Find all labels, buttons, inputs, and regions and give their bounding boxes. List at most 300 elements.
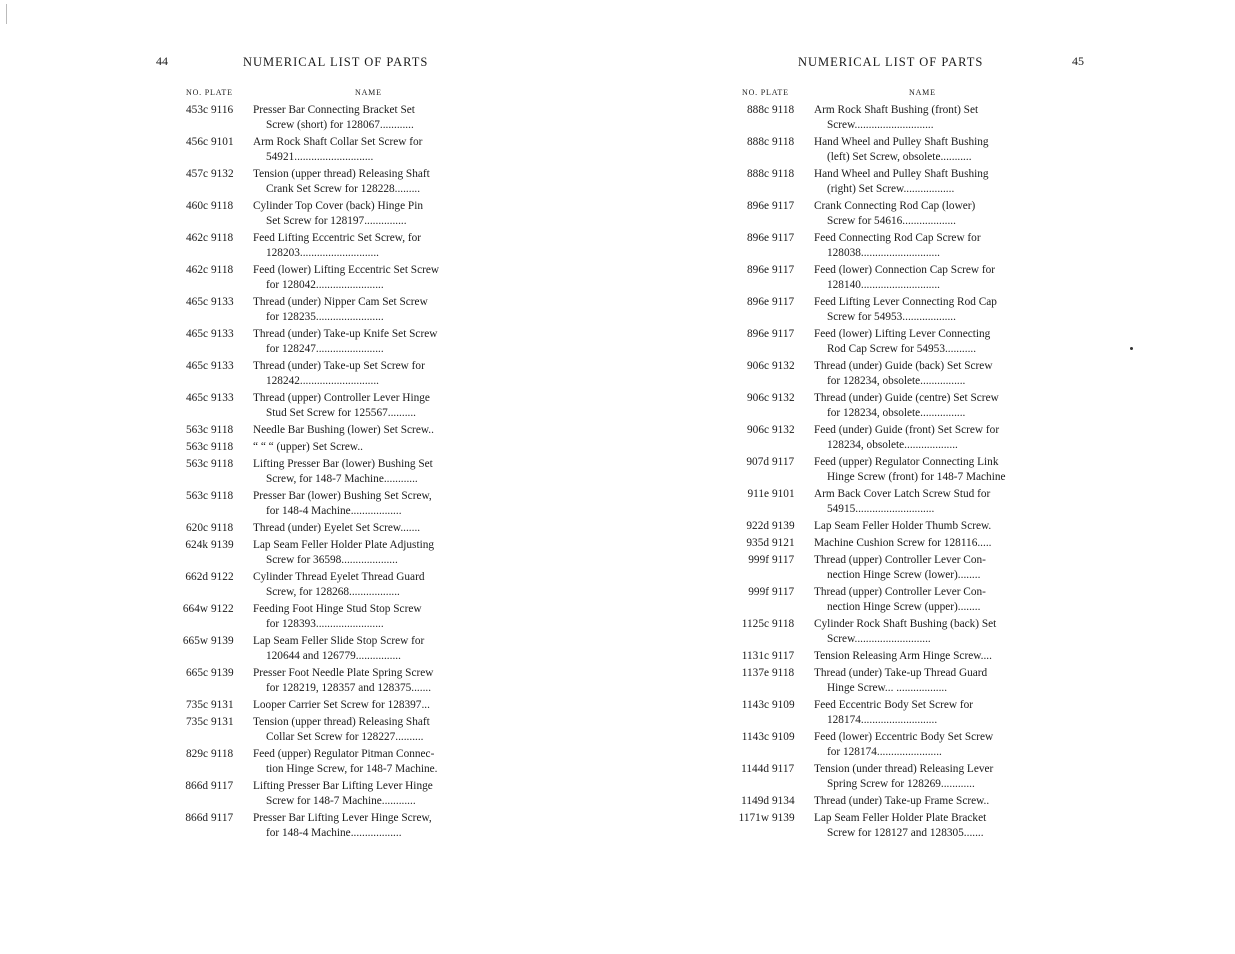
list-item (174, 666, 494, 696)
part-name-line1: Thread (under) Guide (centre) Set Screw (814, 392, 999, 404)
part-name-line1: Needle Bar Bushing (lower) Set Screw.. (253, 424, 434, 436)
list-item (735, 666, 1006, 696)
list-item (735, 327, 1006, 357)
plate-number: 9118 (211, 232, 234, 244)
plate-number: 9122 (211, 571, 234, 583)
part-name-line1: Arm Rock Shaft Bushing (front) Set (814, 104, 979, 116)
part-name (253, 715, 494, 745)
part-name (814, 730, 1006, 760)
plate-number: 9122 (211, 603, 234, 615)
part-name-line1: Presser Foot Needle Plate Spring Screw (253, 667, 434, 679)
plate-number: 9109 (772, 699, 795, 711)
part-name-line1: Lap Seam Feller Holder Thumb Screw. (814, 520, 992, 532)
part-name-line2: Screw (short) for 128067............ (266, 119, 414, 131)
part-name (814, 666, 1006, 696)
part-name (814, 585, 1006, 615)
part-name-line2: Crank Set Screw for 128228......... (266, 183, 421, 195)
list-item (735, 698, 1006, 728)
part-number: 664w (182, 603, 208, 615)
part-name-line1: Lifting Presser Bar Lifting Lever Hinge (253, 780, 433, 792)
list-item (174, 570, 494, 600)
plate-number: 9118 (211, 490, 234, 502)
part-name-line2: for 128247........................ (266, 343, 384, 355)
list-item (735, 167, 1006, 197)
part-name-line2: for 128174....................... (827, 746, 942, 758)
part-name (814, 263, 1006, 293)
list-item (174, 327, 494, 357)
part-name (253, 295, 494, 325)
part-number: 735c (186, 699, 208, 711)
part-name-line1: Feed Lifting Eccentric Set Screw, for (253, 232, 422, 244)
list-item (735, 231, 1006, 261)
plate-number: 9117 (772, 763, 795, 775)
part-name-line2: Screw for 36598.................... (266, 554, 398, 566)
part-name-line2: for 148-4 Machine.................. (266, 505, 402, 517)
plate-number: 9116 (211, 104, 234, 116)
page-number: 45 (1072, 54, 1084, 68)
part-name (814, 135, 1006, 165)
list-item (735, 263, 1006, 293)
part-name (253, 135, 494, 165)
part-name (253, 698, 494, 713)
part-number: 665c (186, 667, 208, 679)
part-name-line1: Feed (upper) Regulator Pitman Connec- (253, 748, 435, 760)
part-number: 735c (186, 716, 208, 728)
list-item (735, 762, 1006, 792)
part-number: 896e (747, 264, 769, 276)
part-number: 888c (747, 168, 769, 180)
part-number: 935d (746, 537, 769, 549)
part-name (814, 103, 1006, 133)
plate-number: 9134 (772, 795, 795, 807)
part-name-line2: Set Screw for 128197............... (266, 215, 407, 227)
part-number: 563c (186, 458, 208, 470)
part-name (814, 811, 1006, 841)
part-name (253, 666, 494, 696)
part-number: 465c (186, 296, 208, 308)
part-name-line2: 128038............................ (827, 247, 940, 259)
part-name (253, 359, 494, 389)
plate-number: 9118 (211, 264, 234, 276)
list-item (174, 811, 494, 841)
plate-number: 9139 (772, 520, 795, 532)
list-item (174, 440, 494, 455)
plate-number: 9131 (211, 716, 234, 728)
part-number: 999f (748, 586, 769, 598)
part-name (814, 167, 1006, 197)
part-name-line1: Presser Bar Lifting Lever Hinge Screw, (253, 812, 432, 824)
part-name-line2: Screw for 148-7 Machine............ (266, 795, 416, 807)
list-item (174, 199, 494, 229)
part-name (814, 359, 1006, 389)
part-name-line1: Thread (under) Take-up Set Screw for (253, 360, 425, 372)
part-name-line1: Feed Lifting Lever Connecting Rod Cap (814, 296, 997, 308)
list-item (735, 519, 1006, 534)
part-name-line2: nection Hinge Screw (lower)........ (827, 569, 981, 581)
list-item (174, 747, 494, 777)
part-name-line2: 128234, obsolete................... (827, 439, 958, 451)
part-name (253, 489, 494, 519)
list-item (735, 295, 1006, 325)
part-number: 460c (186, 200, 208, 212)
part-name (814, 487, 1006, 517)
part-name-line2: for 148-4 Machine.................. (266, 827, 402, 839)
part-name-line1: Hand Wheel and Pulley Shaft Bushing (814, 168, 989, 180)
plate-number: 9118 (772, 168, 795, 180)
part-name-line1: Feeding Foot Hinge Stud Stop Screw (253, 603, 422, 615)
list-item (174, 538, 494, 568)
part-name (814, 327, 1006, 357)
plate-number: 9101 (772, 488, 795, 500)
part-number: 829c (186, 748, 208, 760)
part-name (253, 570, 494, 600)
part-name-line1: “ “ “ (upper) Set Screw.. (253, 441, 363, 453)
part-name-line1: Thread (under) Take-up Knife Set Screw (253, 328, 438, 340)
part-name (253, 634, 494, 664)
list-item (174, 295, 494, 325)
list-item (735, 617, 1006, 647)
part-name (253, 811, 494, 841)
part-name (253, 521, 494, 536)
plate-number: 9133 (211, 296, 234, 308)
plate-number: 9117 (772, 232, 795, 244)
part-name-line2: for 128393........................ (266, 618, 384, 630)
list-item (174, 359, 494, 389)
part-name-line2: Screw, for 128268.................. (266, 586, 400, 598)
list-item (174, 423, 494, 438)
part-name-line1: Tension (under thread) Releasing Lever (814, 763, 994, 775)
part-name-line2: Stud Set Screw for 125567.......... (266, 407, 416, 419)
part-name-line2: 128203............................ (266, 247, 379, 259)
part-name-line1: Tension (upper thread) Releasing Shaft (253, 716, 430, 728)
parts-list (735, 103, 1006, 843)
part-name-line1: Cylinder Rock Shaft Bushing (back) Set (814, 618, 997, 630)
part-name (253, 440, 494, 455)
list-item (735, 135, 1006, 165)
part-name-line1: Cylinder Thread Eyelet Thread Guard (253, 571, 425, 583)
part-name-line1: Feed (lower) Lifting Eccentric Set Screw (253, 264, 440, 276)
part-name-line1: Arm Rock Shaft Collar Set Screw for (253, 136, 423, 148)
part-name-line2: Hinge Screw... .................. (827, 682, 948, 694)
part-name-line1: Lap Seam Feller Slide Stop Screw for (253, 635, 425, 647)
part-name-line2: 128174........................... (827, 714, 938, 726)
plate-number: 9118 (211, 522, 234, 534)
plate-number: 9117 (211, 812, 234, 824)
part-name (814, 295, 1006, 325)
part-name-line1: Thread (under) Take-up Thread Guard (814, 667, 988, 679)
list-item (174, 167, 494, 197)
part-name-line2: Screw for 54616................... (827, 215, 956, 227)
part-number: 620c (186, 522, 208, 534)
page-title: NUMERICAL LIST OF PARTS (243, 55, 429, 69)
part-name (253, 199, 494, 229)
part-name-line1: Feed (lower) Eccentric Body Set Screw (814, 731, 994, 743)
part-number: 907d (746, 456, 769, 468)
part-name-line1: Presser Bar Connecting Bracket Set (253, 104, 415, 116)
list-item (174, 103, 494, 133)
part-name-line1: Lap Seam Feller Holder Plate Bracket (814, 812, 987, 824)
plate-number: 9131 (211, 699, 234, 711)
list-item (174, 263, 494, 293)
plate-number: 9101 (211, 136, 234, 148)
parts-list (174, 103, 494, 843)
part-name-line1: Lifting Presser Bar (lower) Bushing Set (253, 458, 433, 470)
plate-number: 9109 (772, 731, 795, 743)
part-name (814, 649, 1006, 664)
part-number: 563c (186, 424, 208, 436)
plate-number: 9132 (772, 360, 795, 372)
left-page (0, 0, 617, 954)
part-name-line2: Screw for 54953................... (827, 311, 956, 323)
part-name-line2: (left) Set Screw, obsolete........... (827, 151, 972, 163)
part-name (253, 423, 494, 438)
page-title: NUMERICAL LIST OF PARTS (798, 55, 984, 69)
part-name-line1: Thread (under) Eyelet Set Screw....... (253, 522, 421, 534)
list-item (735, 391, 1006, 421)
part-name-line1: Thread (upper) Controller Lever Hinge (253, 392, 430, 404)
part-number: 1131c (741, 650, 769, 662)
part-name-line2: 128140............................ (827, 279, 940, 291)
part-name (253, 167, 494, 197)
list-item (735, 730, 1006, 760)
part-name (814, 231, 1006, 261)
list-item (174, 135, 494, 165)
plate-number: 9117 (772, 456, 795, 468)
part-number: 1137e (741, 667, 769, 679)
part-number: 866d (185, 780, 208, 792)
header-name: NAME (355, 88, 382, 97)
part-name-line1: Cylinder Top Cover (back) Hinge Pin (253, 200, 423, 212)
part-name-line1: Feed (lower) Connection Cap Screw for (814, 264, 996, 276)
plate-number: 9118 (211, 200, 234, 212)
list-item (174, 231, 494, 261)
part-name-line1: Feed (lower) Lifting Lever Connecting (814, 328, 991, 340)
list-item (174, 457, 494, 487)
plate-number: 9117 (772, 554, 795, 566)
list-item (174, 634, 494, 664)
plate-number: 9117 (211, 780, 234, 792)
part-name (253, 747, 494, 777)
plate-number: 9118 (211, 458, 234, 470)
part-name-line1: Thread (under) Nipper Cam Set Screw (253, 296, 428, 308)
part-name-line2: Hinge Screw (front) for 148-7 Machine (827, 471, 1006, 483)
part-name (814, 199, 1006, 229)
part-name-line2: 54921............................ (266, 151, 374, 163)
part-name-line1: Tension (upper thread) Releasing Shaft (253, 168, 430, 180)
header-no-plate: NO. PLATE (186, 88, 233, 97)
plate-number: 9117 (772, 200, 795, 212)
part-number: 1144d (741, 763, 769, 775)
part-number: 456c (186, 136, 208, 148)
plate-number: 9118 (772, 136, 795, 148)
part-name-line1: Thread (upper) Controller Lever Con- (814, 586, 986, 598)
plate-number: 9121 (772, 537, 795, 549)
part-name (253, 779, 494, 809)
part-number: 453c (186, 104, 208, 116)
part-name-line1: Tension Releasing Arm Hinge Screw.... (814, 650, 992, 662)
part-name (814, 553, 1006, 583)
part-number: 624k (185, 539, 208, 551)
part-name-line2: Collar Set Screw for 128227.......... (266, 731, 424, 743)
plate-number: 9118 (772, 667, 795, 679)
plate-number: 9117 (772, 264, 795, 276)
part-number: 462c (186, 264, 208, 276)
part-number: 896e (747, 232, 769, 244)
part-name-line2: 128242............................ (266, 375, 379, 387)
plate-number: 9139 (211, 539, 234, 551)
part-name (814, 762, 1006, 792)
list-item (735, 553, 1006, 583)
plate-number: 9118 (772, 618, 795, 630)
part-number: 563c (186, 490, 208, 502)
plate-number: 9117 (772, 586, 795, 598)
part-name-line1: Feed (under) Guide (front) Set Screw for (814, 424, 1000, 436)
part-name-line1: Thread (under) Guide (back) Set Screw (814, 360, 993, 372)
plate-number: 9132 (772, 392, 795, 404)
part-name (253, 327, 494, 357)
part-name-line2: 120644 and 126779................ (266, 650, 401, 662)
list-item (174, 715, 494, 745)
list-item (174, 602, 494, 632)
plate-number: 9139 (211, 635, 234, 647)
part-name (814, 536, 1006, 551)
part-name (814, 698, 1006, 728)
plate-number: 9133 (211, 392, 234, 404)
part-name-line1: Feed (upper) Regulator Connecting Link (814, 456, 999, 468)
part-name-line2: Screw for 128127 and 128305....... (827, 827, 984, 839)
list-item (735, 199, 1006, 229)
list-item (735, 359, 1006, 389)
list-item (174, 391, 494, 421)
plate-number: 9133 (211, 360, 234, 372)
part-number: 866d (185, 812, 208, 824)
part-name-line1: Hand Wheel and Pulley Shaft Bushing (814, 136, 989, 148)
part-name (814, 423, 1006, 453)
part-number: 465c (186, 328, 208, 340)
part-name-line2: (right) Set Screw.................. (827, 183, 955, 195)
header-name: NAME (909, 88, 936, 97)
part-number: 1149d (741, 795, 769, 807)
part-name (814, 455, 1006, 485)
part-name (253, 263, 494, 293)
part-name (253, 457, 494, 487)
part-name-line2: for 128234, obsolete................ (827, 375, 966, 387)
list-item (735, 811, 1006, 841)
plate-number: 9133 (211, 328, 234, 340)
part-name (253, 602, 494, 632)
scan-speck (1130, 347, 1133, 350)
part-name (814, 391, 1006, 421)
header-no-plate: NO. PLATE (742, 88, 789, 97)
part-name-line1: Thread (upper) Controller Lever Con- (814, 554, 986, 566)
part-number: 1125c (741, 618, 769, 630)
part-name-line1: Thread (under) Take-up Frame Screw.. (814, 795, 990, 807)
plate-number: 9117 (772, 296, 795, 308)
plate-number: 9139 (211, 667, 234, 679)
part-name-line2: for 128234, obsolete................ (827, 407, 966, 419)
part-name-line1: Machine Cushion Screw for 128116..... (814, 537, 992, 549)
plate-number: 9139 (772, 812, 795, 824)
part-name-line1: Arm Back Cover Latch Screw Stud for (814, 488, 991, 500)
part-number: 922d (746, 520, 769, 532)
list-item (735, 103, 1006, 133)
part-number: 906c (747, 424, 769, 436)
plate-number: 9118 (211, 748, 234, 760)
part-name (814, 519, 1006, 534)
part-number: 888c (747, 104, 769, 116)
plate-number: 9118 (211, 424, 234, 436)
part-name (253, 538, 494, 568)
plate-number: 9132 (772, 424, 795, 436)
part-number: 999f (748, 554, 769, 566)
page-number: 44 (156, 54, 168, 68)
part-name-line1: Feed Connecting Rod Cap Screw for (814, 232, 981, 244)
part-name (253, 391, 494, 421)
list-item (735, 487, 1006, 517)
list-item (735, 455, 1006, 485)
part-name-line2: tion Hinge Screw, for 148-7 Machine. (266, 763, 438, 775)
part-name (253, 103, 494, 133)
part-number: 662d (185, 571, 208, 583)
part-name-line2: Screw........................... (827, 633, 931, 645)
part-number: 1143c (741, 699, 769, 711)
part-name-line1: Lap Seam Feller Holder Plate Adjusting (253, 539, 435, 551)
part-number: 457c (186, 168, 208, 180)
part-name-line2: for 128219, 128357 and 128375....... (266, 682, 432, 694)
plate-number: 9118 (211, 441, 234, 453)
part-number: 1143c (741, 731, 769, 743)
list-item (735, 536, 1006, 551)
part-name-line1: Looper Carrier Set Screw for 128397... (253, 699, 430, 711)
part-name-line2: Rod Cap Screw for 54953........... (827, 343, 977, 355)
part-number: 1171w (738, 812, 769, 824)
list-item (735, 585, 1006, 615)
part-number: 462c (186, 232, 208, 244)
part-name (814, 794, 1006, 809)
part-name-line2: for 128042........................ (266, 279, 384, 291)
list-item (174, 489, 494, 519)
list-item (174, 521, 494, 536)
part-name-line2: 54915............................ (827, 503, 935, 515)
part-name-line2: Screw, for 148-7 Machine............ (266, 473, 418, 485)
part-number: 896e (747, 328, 769, 340)
part-name-line2: for 128235........................ (266, 311, 384, 323)
part-name-line2: nection Hinge Screw (upper)........ (827, 601, 981, 613)
part-number: 911e (747, 488, 769, 500)
list-item (735, 649, 1006, 664)
plate-number: 9117 (772, 650, 795, 662)
list-item (174, 779, 494, 809)
list-item (735, 794, 1006, 809)
plate-number: 9117 (772, 328, 795, 340)
plate-number: 9118 (772, 104, 795, 116)
plate-number: 9132 (211, 168, 234, 180)
part-number: 563c (186, 441, 208, 453)
part-name-line1: Presser Bar (lower) Bushing Set Screw, (253, 490, 432, 502)
part-name-line2: Screw............................ (827, 119, 934, 131)
part-name-line1: Crank Connecting Rod Cap (lower) (814, 200, 976, 212)
part-number: 906c (747, 392, 769, 404)
part-number: 906c (747, 360, 769, 372)
list-item (174, 698, 494, 713)
part-number: 465c (186, 360, 208, 372)
part-name-line1: Feed Eccentric Body Set Screw for (814, 699, 974, 711)
part-number: 888c (747, 136, 769, 148)
part-number: 896e (747, 200, 769, 212)
part-number: 896e (747, 296, 769, 308)
part-name (253, 231, 494, 261)
part-name (814, 617, 1006, 647)
